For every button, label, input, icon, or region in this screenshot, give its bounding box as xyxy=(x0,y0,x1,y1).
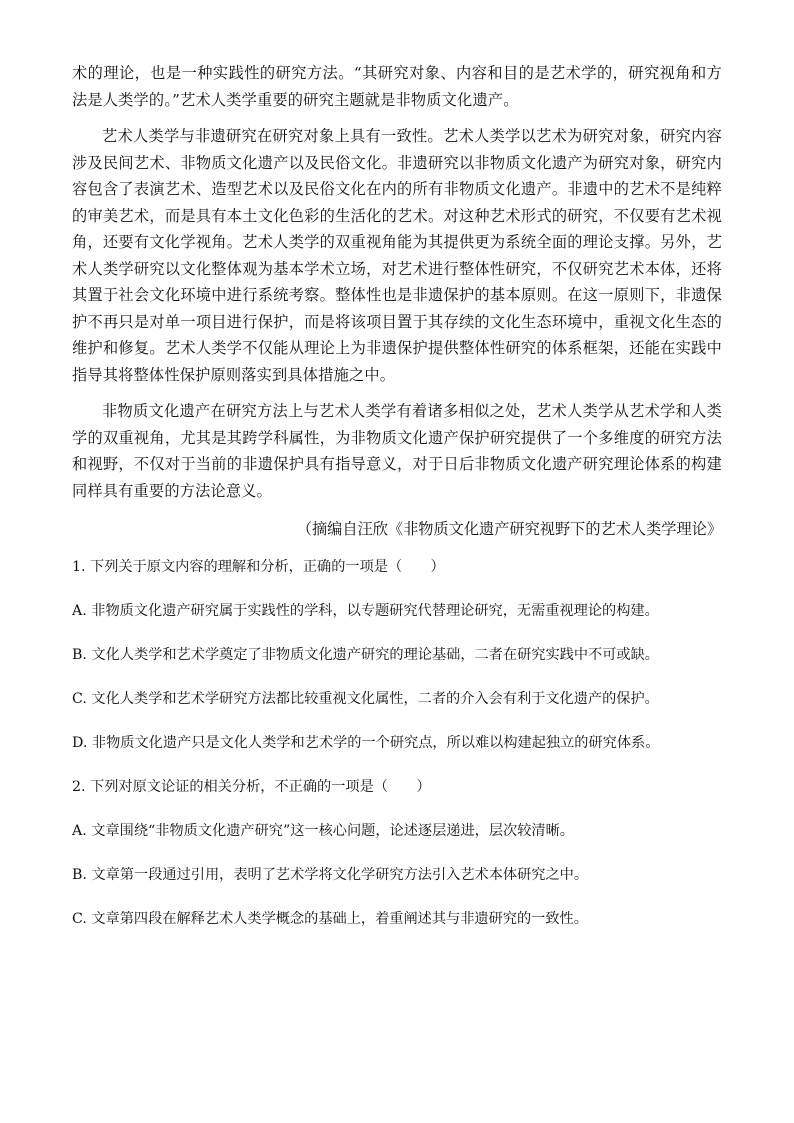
question-2-option-a: A. 文章围绕“非物质文化遗产研究”这一核心问题，论述逐层递进，层次较清晰。 xyxy=(72,822,574,839)
passage-paragraph-3: 非物质文化遗产在研究方法上与艺术人类学有着诸多相似之处，艺术人类学从艺术学和人类学的双重视角，尤其是其跨学科属性，为非物质文化遗产保护研究提供了一个多维度的研究方法和视野，不仅对于当前的非遗保护具有指导意义，对于日后非物质文化遗产研究理论体系的构建同样具有重要的方法论意义。 xyxy=(72,402,722,500)
question-1-option-c: C. 文化人类学和艺术学研究方法都比较重视文化属性，二者的介入会有利于文化遗产的保护。 xyxy=(72,690,659,707)
question-1-stem: 1. 下列关于原文内容的理解和分析，正确的一项是（ ） xyxy=(72,558,445,575)
question-1 xyxy=(72,557,722,753)
question-1-option-a: A. 非物质文化遗产研究属于实践性的学科，以专题研究代替理论研究，无需重视理论的构建。 xyxy=(72,602,659,619)
question-2-option-b: B. 文章第一段通过引用，表明了艺术学将文化学研究方法引入艺术本体研究之中。 xyxy=(72,866,589,883)
question-2-option-c: C. 文章第四段在解释艺术人类学概念的基础上，着重阐述其与非遗研究的一致性。 xyxy=(72,910,588,927)
passage-source-citation: （摘编自汪欣《非物质文化遗产研究视野下的艺术人类学理论》 xyxy=(296,520,722,538)
question-1-option-d: D. 非物质文化遗产只是文化人类学和艺术学的一个研究点，所以难以构建起独立的研究体系。 xyxy=(72,734,660,751)
question-2 xyxy=(72,777,722,929)
document-page xyxy=(72,60,722,953)
question-2-stem: 2. 下列对原文论证的相关分析，不正确的一项是（ ） xyxy=(72,778,431,795)
passage-paragraph-1: 术的理论，也是一种实践性的研究方法。“其研究对象、内容和目的是艺术学的，研究视角和方法是人类学的。”艺术人类学重要的研究主题就是非物质文化遗产。 xyxy=(72,64,722,109)
passage-paragraph-2: 艺术人类学与非遗研究在研究对象上具有一致性。艺术人类学以艺术为研究对象，研究内容涉及民间艺术、非物质文化遗产以及民俗文化。非遗研究以非物质文化遗产为研究对象，研究内容包含了表演艺术、造型艺术以及民俗文化在内的所有非物质文化遗产。非遗中的艺术不是纯粹的审美艺术，而是具有本土文化色彩的生活化的艺术。对这种艺术形式的研究，不仅要有艺术视角，还要有文化学视角。艺术人类学的双重视角能为其提供更为系统全面的理论支撑。另外，艺术人类学研究以文化整体观为基本学术立场，对艺术进行整体性研究，不仅研究艺术本体，还将其置于社会文化环境中进行系统考察。整体性也是非遗保护的基本原则。在这一原则下，非遗保护不再只是对单一项目进行保护，而是将该项目置于其存续的文化生态环境中，重视文化生态的维护和修复。艺术人类学不仅能从理论上为非遗保护提供整体性研究的体系框架，还能在实践中指导其将整体性保护原则落实到具体措施之中。 xyxy=(72,127,722,384)
question-1-option-b: B. 文化人类学和艺术学奠定了非物质文化遗产研究的理论基础，二者在研究实践中不可或缺。 xyxy=(72,646,659,663)
